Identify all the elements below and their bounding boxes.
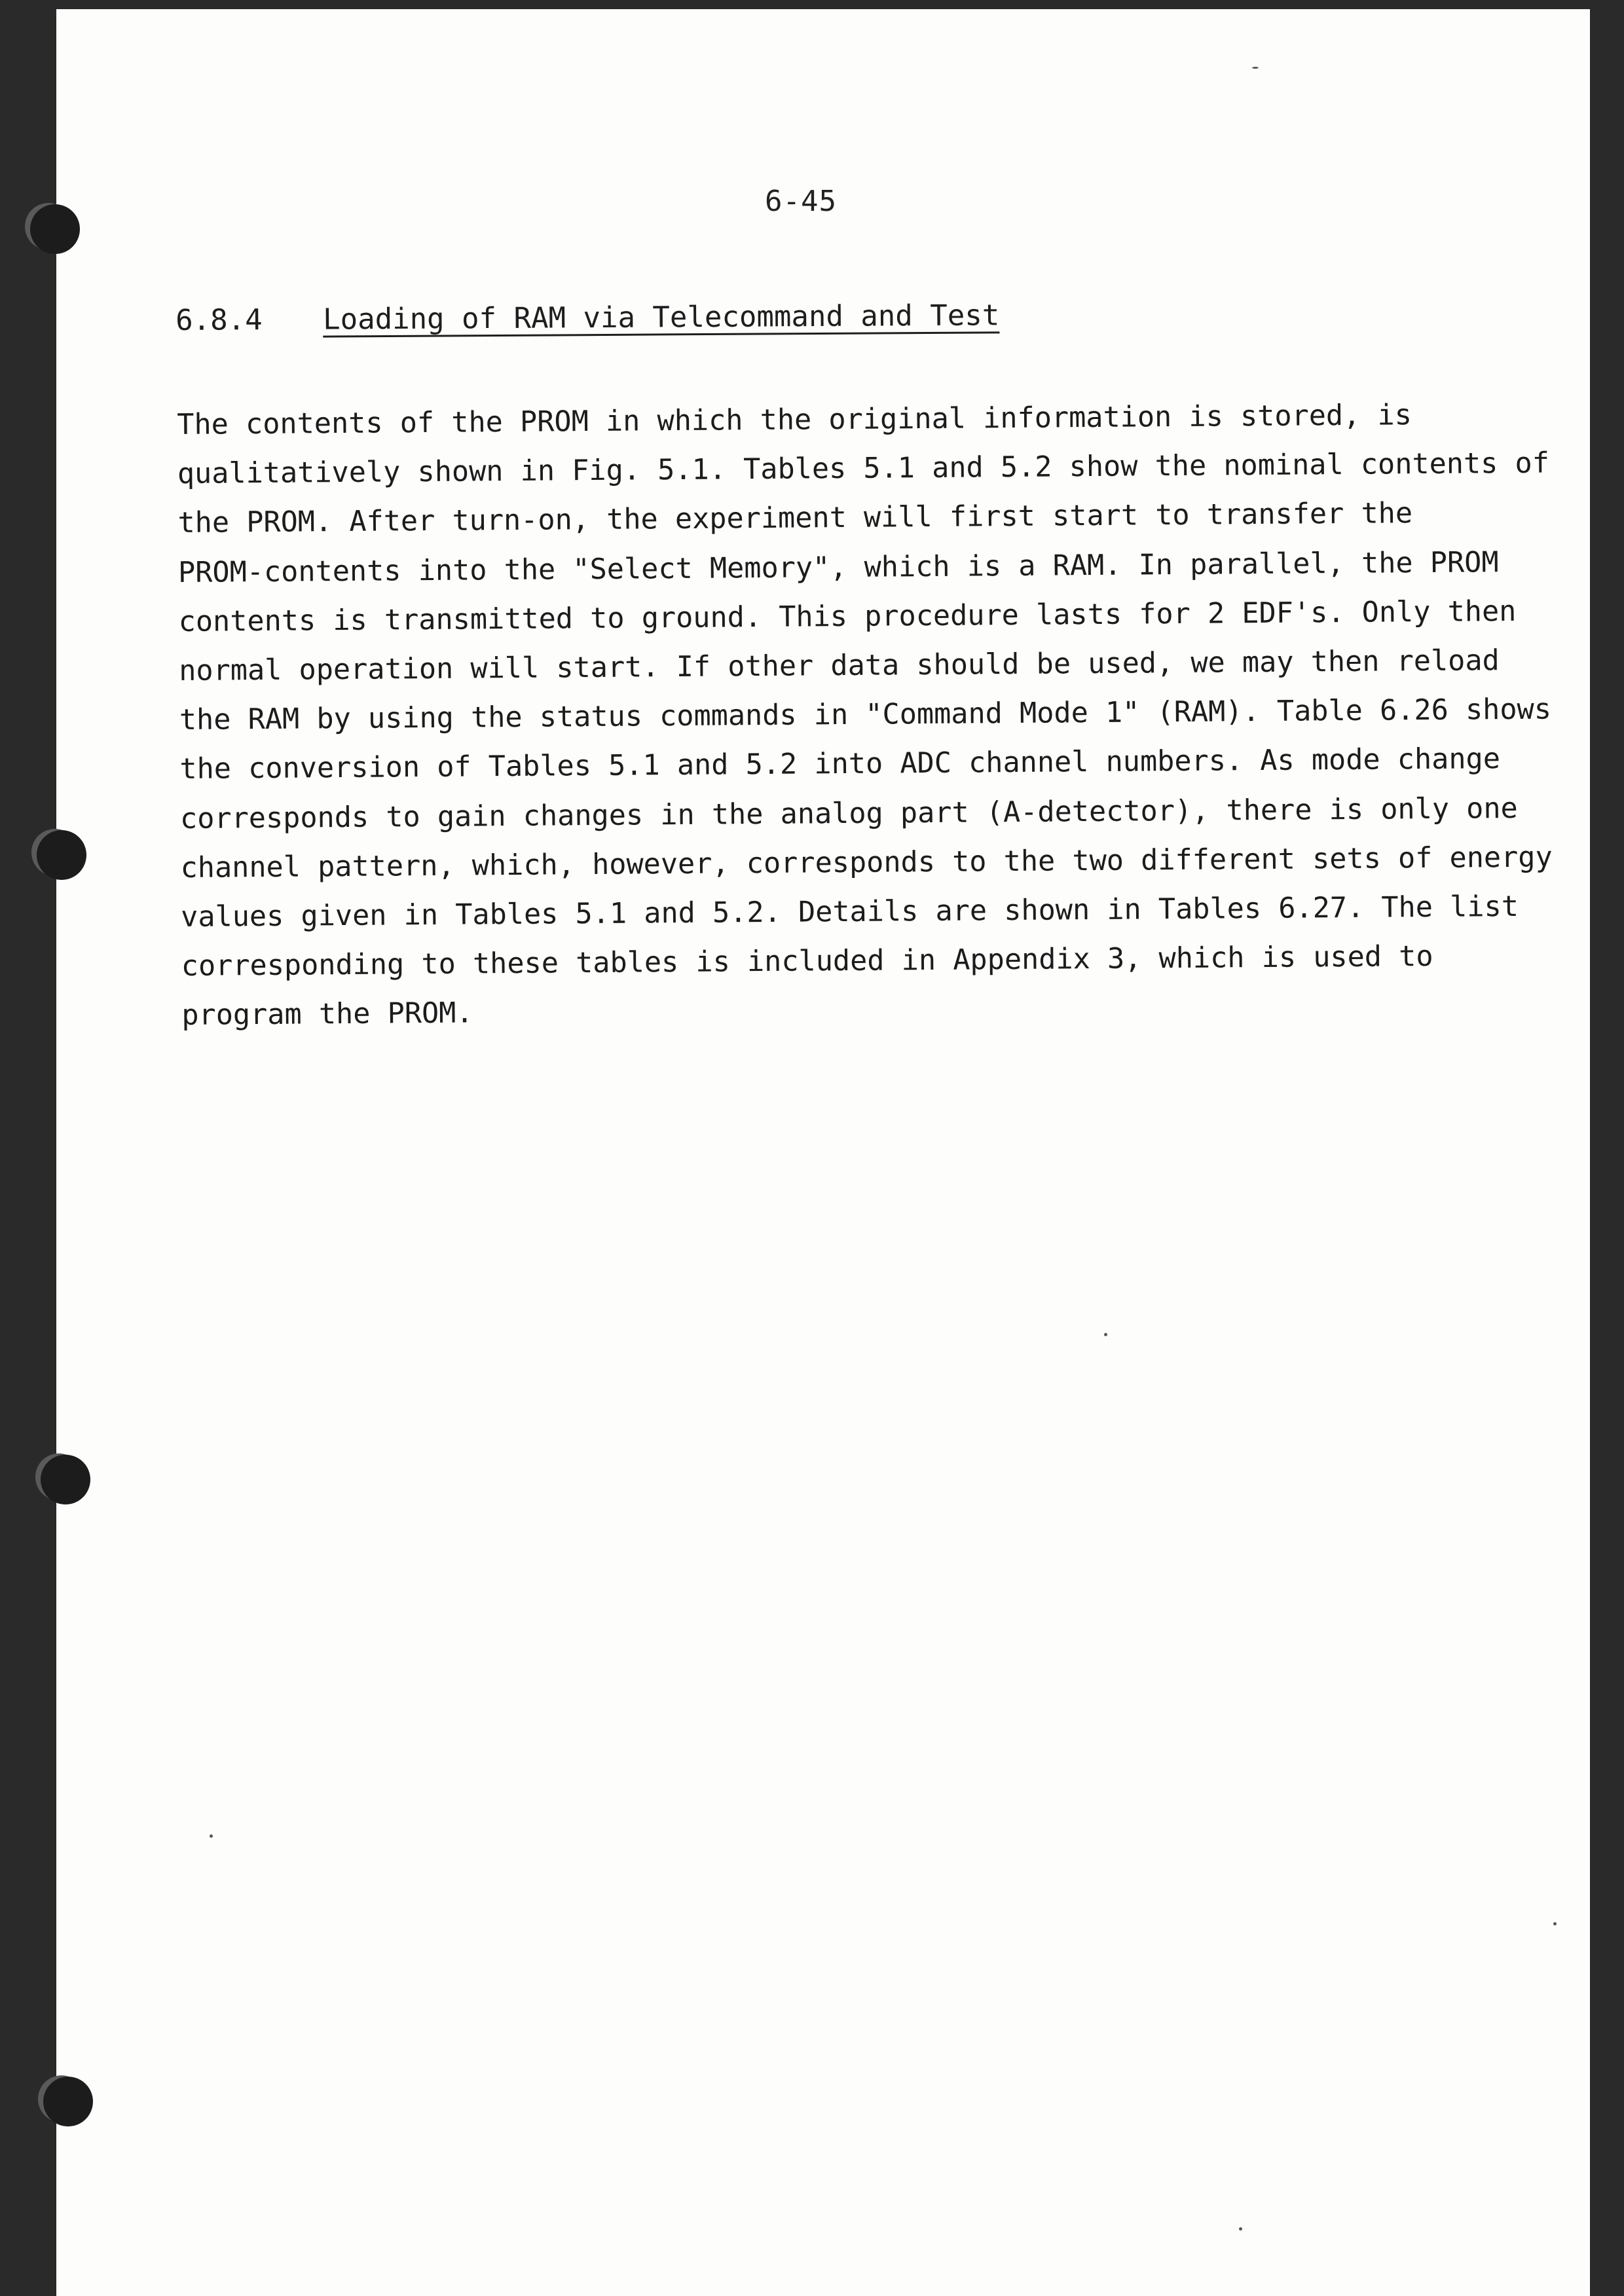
body-line: normal operation will start. If other data should be used, we may then reload — [179, 644, 1500, 688]
body-line: the conversion of Tables 5.1 and 5.2 into ADC channel numbers. As mode change — [179, 742, 1501, 786]
body-paragraph — [177, 390, 1553, 1041]
scan-speck — [1252, 67, 1259, 69]
body-line: PROM-contents into the "Select Memory", which is a RAM. In parallel, the PROM — [177, 545, 1499, 589]
body-line: qualitatively shown in Fig. 5.1. Tables 5.1 and 5.2 show the nominal contents of — [177, 446, 1550, 491]
punch-hole-2 — [37, 830, 86, 880]
body-line: corresponding to these tables is included in Appendix 3, which is used to — [181, 940, 1433, 983]
scan-speck — [1104, 1333, 1107, 1336]
body-line: corresponds to gain changes in the analog part (A-detector), there is only one — [179, 792, 1518, 835]
paper-sheet — [56, 9, 1590, 2296]
section-title: Loading of RAM via Telecommand and Test — [322, 299, 1000, 337]
page-number: 6-45 — [765, 185, 837, 218]
body-line: The contents of the PROM in which the original information is stored, is — [177, 399, 1412, 441]
punch-hole-1 — [30, 204, 80, 254]
scan-speck — [1553, 1922, 1557, 1925]
body-line: values given in Tables 5.1 and 5.2. Details are shown in Tables 6.27. The list — [181, 890, 1519, 934]
section-number: 6.8.4 — [175, 303, 263, 337]
body-line: channel pattern, which, however, corresponds to the two different sets of energy — [180, 841, 1553, 884]
punch-hole-3 — [41, 1455, 90, 1504]
scan-speck — [210, 1834, 213, 1838]
body-line: program the PROM. — [181, 996, 473, 1032]
section-heading — [175, 299, 999, 337]
body-line: contents is transmitted to ground. This procedure lasts for 2 EDF's. Only then — [178, 594, 1517, 638]
body-line: the RAM by using the status commands in "Command Mode 1" (RAM). Table 6.26 shows — [179, 693, 1552, 737]
body-line: the PROM. After turn-on, the experiment will first start to transfer the — [177, 497, 1413, 540]
punch-hole-4 — [43, 2077, 93, 2126]
scan-speck — [1239, 2227, 1242, 2231]
